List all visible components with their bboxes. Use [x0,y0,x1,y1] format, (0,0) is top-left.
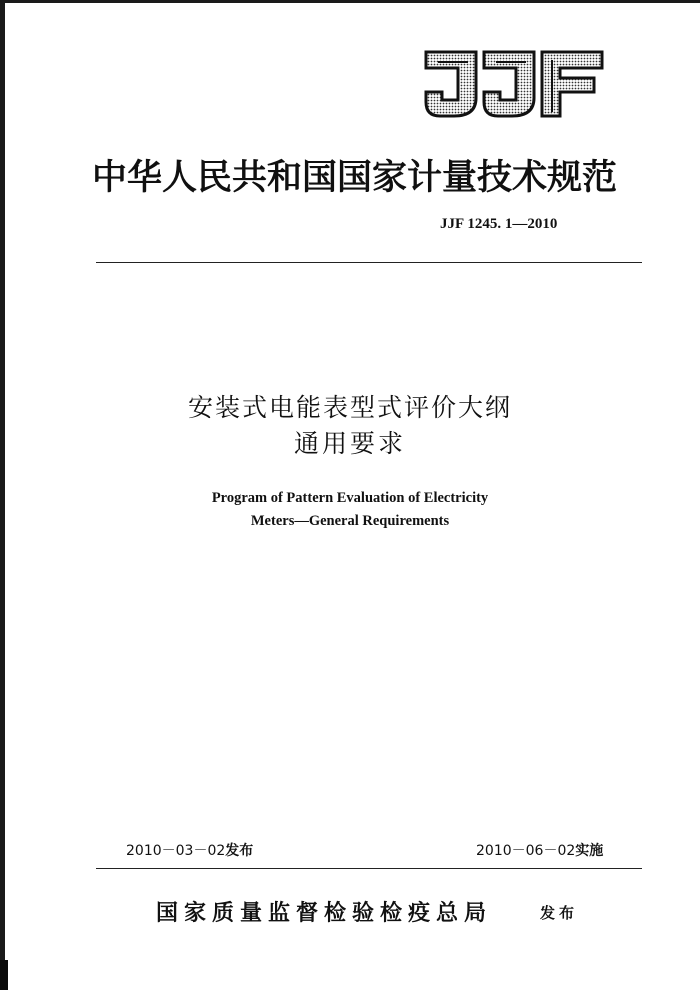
document-title-cn-line2: 通用要求 [293,429,406,458]
scan-edge-mark [0,960,8,990]
document-title-en-line2: Meters—General Requirements [250,513,450,529]
header-divider [96,262,642,263]
document-title-en-line1: Program of Pattern Evaluation of Electricity [211,490,489,506]
implement-date-value: 2010－06－02 [476,843,576,859]
jjf-logo-icon [424,48,604,120]
footer-divider [96,868,642,869]
issue-date [126,840,253,860]
publisher-name: 国家质量监督检验检疫总局 [156,900,493,926]
logo-letter-f [542,52,602,116]
logo-letter-j-1 [426,52,476,116]
standard-category-title: 中华人民共和国国家计量技术规范 [92,157,618,198]
issue-date-label: 发布 [225,843,254,859]
issue-date-value: 2010－03－02 [126,843,226,859]
implement-date-label: 实施 [575,843,604,859]
publisher-action: 发布 [540,904,579,922]
document-title-cn-line1: 安装式电能表型式评价大纲 [187,393,512,422]
implement-date [476,840,603,860]
scan-edge-top [0,0,700,3]
logo-letter-j-2 [484,52,534,116]
document-number: JJF 1245. 1—2010 [440,216,558,232]
